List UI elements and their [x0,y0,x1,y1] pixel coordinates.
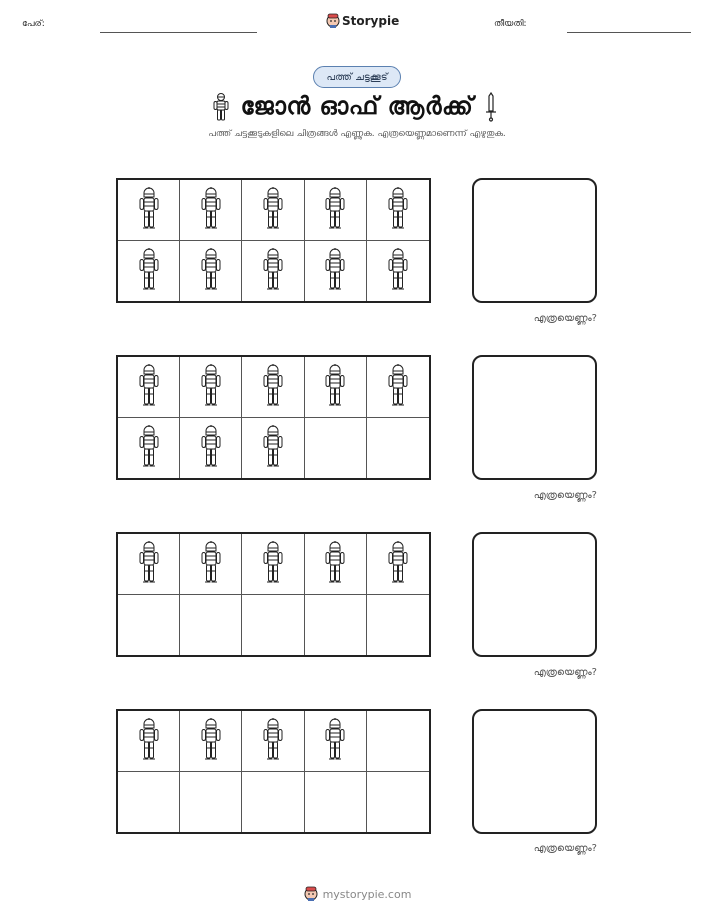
knight-icon [199,245,223,297]
frame-cell [118,241,180,302]
frame-cell [180,241,242,302]
knight-icon [199,361,223,413]
answer-box-1[interactable] [472,178,597,303]
brand-logo [326,13,399,29]
ten-frame-4 [116,709,431,834]
footer [0,886,714,902]
frame-cell [242,241,304,302]
knight-icon [199,422,223,474]
frame-cell [367,241,429,302]
worksheet-title: ജോൻ ഓഫ് ആർക്ക് [240,92,474,120]
frame-cell [305,595,367,656]
ten-frame-3 [116,532,431,657]
knight-icon [137,184,161,236]
frame-cell [118,418,180,479]
knight-icon [261,245,285,297]
frame-cell [118,772,180,833]
knight-icon [323,715,347,767]
knight-icon [323,361,347,413]
footer-site: mystorypie.com [322,887,412,901]
frame-cell [305,534,367,595]
frame-cell [180,711,242,772]
frame-cell [242,418,304,479]
frame-cell [180,772,242,833]
frame-cell [180,418,242,479]
knight-icon [261,361,285,413]
date-label: തീയതി: [494,19,527,29]
frame-cell [305,180,367,241]
question-label-1: എത്രയെണ്ണം? [533,313,597,324]
knight-icon [386,538,410,590]
frame-cell [118,357,180,418]
ten-frame-1 [116,178,431,303]
knight-icon [386,245,410,297]
frame-cell [305,418,367,479]
knight-icon [261,715,285,767]
name-label: പേര്: [22,19,45,29]
knight-icon [137,422,161,474]
answer-box-2[interactable] [472,355,597,480]
frame-cell [367,357,429,418]
frame-cell [242,711,304,772]
frame-cell [118,711,180,772]
frame-cell [305,241,367,302]
frame-cell [118,180,180,241]
knight-icon [199,184,223,236]
frame-cell [367,418,429,479]
answer-box-4[interactable] [472,709,597,834]
frame-cell [180,534,242,595]
frame-cell [180,357,242,418]
knight-icon [261,538,285,590]
frame-cell [242,772,304,833]
frame-cell [367,711,429,772]
question-label-4: എത്രയെണ്ണം? [533,843,597,854]
frame-cell [367,595,429,656]
knight-icon [323,184,347,236]
knight-icon [261,184,285,236]
frame-cell [118,595,180,656]
frame-cell [242,357,304,418]
brand-name: Storypie [342,14,400,28]
knight-icon [386,361,410,413]
instructions: പത്ത് ചട്ടക്കൂടുകളിലെ ചിത്രങ്ങൾ എണ്ണുക. എത്രയെണ്ണമാണെന്ന് എഴുതുക. [208,129,506,139]
answer-box-3[interactable] [472,532,597,657]
knight-icon [261,422,285,474]
frame-cell [367,534,429,595]
date-write-line [567,32,691,33]
frame-cell [305,711,367,772]
knight-icon [137,245,161,297]
frame-cell [242,595,304,656]
name-write-line [100,32,257,33]
knight-icon [137,361,161,413]
knight-icon [199,715,223,767]
frame-cell [180,180,242,241]
mascot-icon [303,886,319,902]
ten-frame-2 [116,355,431,480]
question-label-3: എത്രയെണ്ണം? [533,667,597,678]
frame-cell [180,595,242,656]
knight-icon [386,184,410,236]
sword-icon [484,92,498,122]
knight-icon [137,715,161,767]
frame-cell [367,772,429,833]
frame-cell [118,534,180,595]
worksheet-header [0,0,714,40]
frame-cell [305,357,367,418]
knight-icon [199,538,223,590]
frame-cell [242,180,304,241]
frame-cell [242,534,304,595]
knight-icon [323,538,347,590]
question-label-2: എത്രയെണ്ണം? [533,490,597,501]
frame-cell [367,180,429,241]
frame-cell [305,772,367,833]
worksheet-tag: പത്ത് ചട്ടക്കൂട് [313,66,401,88]
knight-icon [323,245,347,297]
mascot-icon [326,13,340,29]
knight-icon [137,538,161,590]
